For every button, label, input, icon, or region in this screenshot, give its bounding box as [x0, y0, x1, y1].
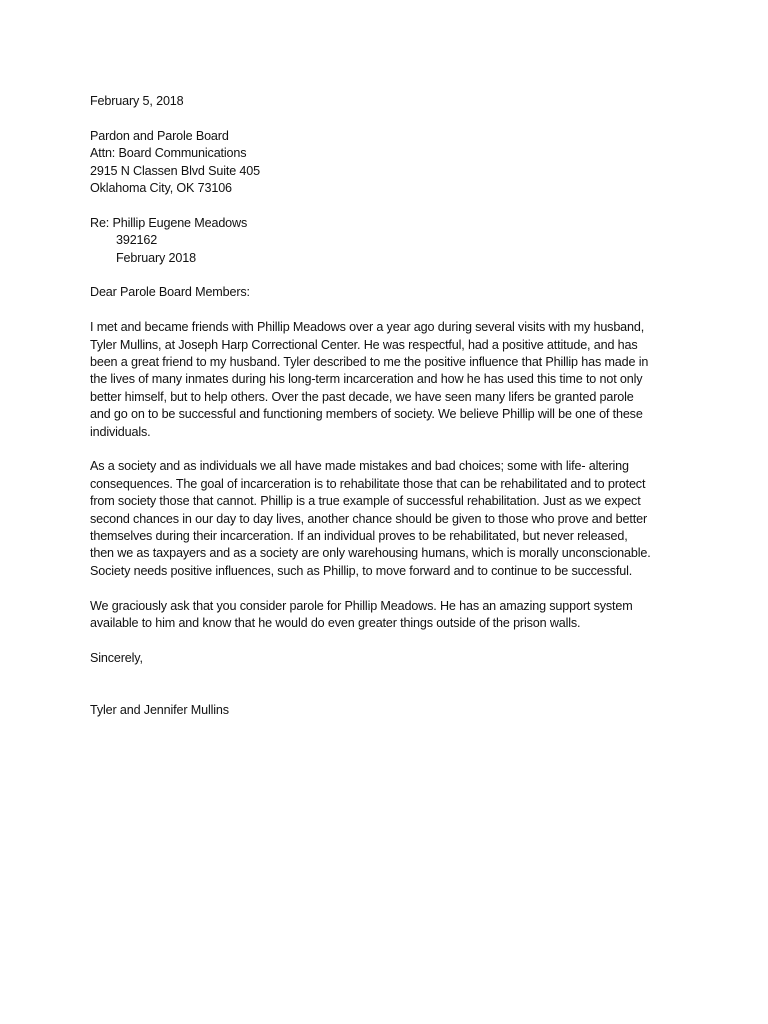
paragraph-line: been a great friend to my husband. Tyler described to me the positive influence that Phillip has made in — [90, 355, 649, 370]
spacer — [90, 441, 690, 458]
paragraph-3 — [90, 598, 690, 633]
re-block — [90, 215, 690, 267]
paragraph-1 — [90, 319, 690, 441]
paragraph-line: As a society and as individuals we all have made mistakes and bad choices; some with life- altering — [90, 459, 629, 474]
paragraph-line: Tyler Mullins, at Joseph Harp Correctional Center. He was respectful, had a positive attitude, and has — [90, 337, 638, 352]
letter-date: February 5, 2018 — [90, 94, 184, 108]
paragraph-line: the lives of many inmates during his long-term incarceration and how he has used this time to not only — [90, 372, 643, 387]
paragraph-line: I met and became friends with Phillip Meadows over a year ago during several visits with my husband, — [90, 320, 645, 335]
spacer — [90, 302, 690, 319]
recipient-line: Attn: Board Communications — [90, 146, 247, 161]
re-line: 392162 — [116, 233, 158, 248]
paragraph-line: second chances in our day to day lives, another chance should be given to those who prove and better — [90, 511, 647, 526]
paragraph-line: then we as taxpayers and as a society are only warehousing humans, which is morally unconscionable. — [90, 546, 651, 561]
recipient-address — [90, 128, 690, 198]
spacer — [90, 110, 690, 127]
signature-space — [90, 667, 690, 702]
spacer — [90, 197, 690, 214]
letter-body — [90, 93, 690, 720]
paragraph-line: and go on to be successful and functioning members of society. We believe Phillip will be one of these — [90, 407, 643, 422]
recipient-line: 2915 N Classen Blvd Suite 405 — [90, 163, 260, 178]
paragraph-line: available to him and know that he would do even greater things outside of the prison walls. — [90, 616, 581, 631]
recipient-line: Pardon and Parole Board — [90, 128, 229, 143]
paragraph-line: Society needs positive influences, such as Phillip, to move forward and to continue to be successful. — [90, 563, 633, 578]
recipient-line: Oklahoma City, OK 73106 — [90, 181, 232, 196]
paragraph-line: from society those that cannot. Phillip is a true example of successful rehabilitation. Just as we expect — [90, 494, 641, 509]
re-line: Re: Phillip Eugene Meadows — [90, 215, 248, 230]
paragraph-2 — [90, 458, 690, 580]
paragraph-line: We graciously ask that you consider parole for Phillip Meadows. He has an amazing support system — [90, 598, 633, 613]
paragraph-line: consequences. The goal of incarceration is to rehabilitate those that can be rehabilitated and to protect — [90, 476, 646, 491]
paragraph-line: better himself, but to help others. Over the past decade, we have seen many lifers be granted parole — [90, 389, 634, 404]
spacer — [90, 580, 690, 597]
paragraph-line: individuals. — [90, 424, 151, 439]
re-line: February 2018 — [116, 250, 196, 265]
spacer — [90, 267, 690, 284]
salutation: Dear Parole Board Members: — [90, 285, 250, 300]
paragraph-line: themselves during their incarceration. If an individual proves to be rehabilitated, but never released, — [90, 529, 628, 544]
closing: Sincerely, — [90, 650, 143, 665]
spacer — [90, 633, 690, 650]
signature-name: Tyler and Jennifer Mullins — [90, 703, 229, 718]
